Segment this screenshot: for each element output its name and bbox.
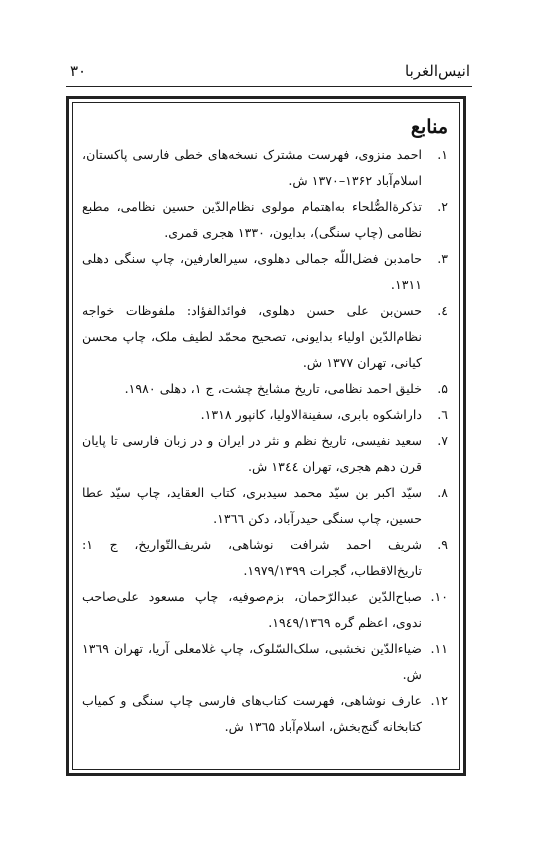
reference-number: ۲. bbox=[437, 199, 448, 214]
reference-number: ۷. bbox=[437, 433, 448, 448]
page-number: ۳۰ bbox=[70, 62, 87, 80]
reference-text: عارف نوشاهی، فهرست کتاب‌های فارسی چاپ سنگی و کمیاب کتابخانه گنج‌بخش، اسلام‌آباد ۱۳٦۵ ش. bbox=[82, 693, 422, 734]
reference-text: داراشکوه بابری، سفینةالاولیا، کانپور ۱۳۱۸. bbox=[200, 407, 422, 422]
reference-item bbox=[82, 298, 448, 376]
reference-item bbox=[82, 194, 448, 246]
reference-item bbox=[82, 142, 448, 194]
reference-item bbox=[82, 402, 448, 428]
reference-number: ۱۰. bbox=[430, 589, 448, 604]
header-rule bbox=[66, 86, 472, 87]
reference-number: ٤. bbox=[437, 303, 448, 318]
reference-number: ۸. bbox=[437, 485, 448, 500]
references-section bbox=[82, 116, 448, 740]
section-heading: منابع bbox=[410, 116, 448, 138]
reference-text: حامدبن فضل‌اللّه جمالی دهلوی، سیرالعارفین، چاپ سنگی دهلی ۱۳۱۱. bbox=[82, 251, 422, 292]
reference-item bbox=[82, 376, 448, 402]
reference-item bbox=[82, 688, 448, 740]
reference-item bbox=[82, 532, 448, 584]
reference-item bbox=[82, 636, 448, 688]
reference-item bbox=[82, 428, 448, 480]
reference-item bbox=[82, 246, 448, 298]
reference-text: خلیق احمد نظامی، تاریخ مشایخ چشت، ج ۱، دهلی ۱۹۸۰. bbox=[124, 381, 422, 396]
reference-item bbox=[82, 480, 448, 532]
reference-text: شریف احمد شرافت نوشاهی، شریف‌التّواریخ، ج ۱: تاریخ‌الاقطاب، گجرات ۱۹۷۹/۱۳۹۹. bbox=[82, 537, 422, 578]
reference-number: ۵. bbox=[437, 381, 448, 396]
reference-list bbox=[82, 142, 448, 740]
reference-text: سعید نفیسی، تاریخ نظم و نثر در ایران و در زبان فارسی تا پایان قرن دهم هجری، تهران ۱۳٤٤ ش. bbox=[82, 433, 422, 474]
reference-number: ۱۲. bbox=[430, 693, 448, 708]
reference-number: ۹. bbox=[437, 537, 448, 552]
reference-text: سیّد اکبر بن سیّد محمد سیدبری، کتاب العقاید، چاپ سیّد عطا حسین، چاپ سنگی حیدرآباد، دکن ۱۳٦٦. bbox=[82, 485, 422, 526]
reference-number: ۳. bbox=[437, 251, 448, 266]
reference-text: ضیاءالدّین نخشبی، سلک‌السّلوک، چاپ غلامعلی آریا، تهران ۱۳٦۹ ش. bbox=[82, 641, 422, 682]
running-title: انیس‌الغربا bbox=[405, 62, 470, 80]
reference-number: ۱۱. bbox=[430, 641, 448, 656]
reference-text: تذکرةالصُّلحاء به‌اهتمام مولوی نظام‌الدّین حسین نظامی، مطبع نظامی (چاپ سنگی)، بدایون، ۱۳۳۰ هجری قمری. bbox=[82, 199, 422, 240]
running-header bbox=[70, 62, 470, 84]
reference-number: ٦. bbox=[437, 407, 448, 422]
reference-text: صباح‌الدّین عبدالرّحمان، بزم‌صوفیه، چاپ مسعود علی‌صاحب ندوی، اعظم گره ۱۹٤۹/۱۳٦۹. bbox=[82, 589, 422, 630]
reference-text: حسن‌بن علی حسن دهلوی، فوائدالفؤاد: ملفوظات خواجه نظام‌الدّین اولیاء بدایونی، تصحیح محمّد لطیف ملک، چاپ محسن کیانی، تهران ۱۳۷۷ ش. bbox=[82, 303, 422, 370]
reference-number: ۱. bbox=[437, 147, 448, 162]
reference-text: احمد منزوی، فهرست مشترک نسخه‌های خطی فارسی پاکستان، اسلام‌آباد ۱۳۶۲–۱۳۷۰ ش. bbox=[82, 147, 422, 188]
reference-item bbox=[82, 584, 448, 636]
